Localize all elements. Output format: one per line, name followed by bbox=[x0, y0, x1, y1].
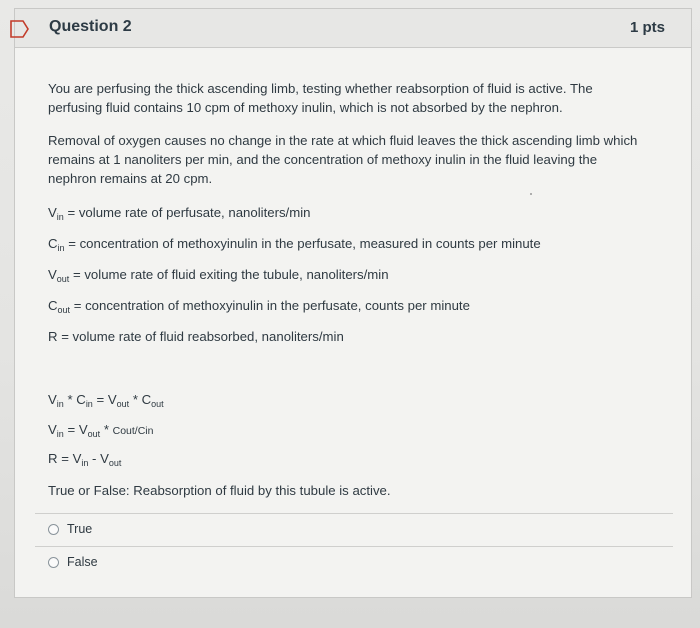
question-prompt: True or False: Reabsorption of fluid by this tubule is active. bbox=[48, 483, 391, 498]
radio-true[interactable] bbox=[48, 524, 59, 535]
answer-false-label: False bbox=[67, 555, 98, 569]
equation-1: $V_{in} * C_{in} = V_{out} * C_{out}$ bbox=[48, 392, 164, 409]
paragraph-1: You are perfusing the thick ascending limb, testing whether reabsorption of fluid is active. The perfusing fluid contains 10 cpm of methoxy inulin, which is not absorbed by the nephron. bbox=[48, 81, 593, 115]
answer-true-label: True bbox=[67, 522, 93, 536]
answer-true[interactable] bbox=[48, 522, 92, 536]
definition-cin: $C_{in}$ = concentration of methoxyinulin in the perfusate, measured in counts per minute bbox=[48, 236, 541, 253]
question-header bbox=[15, 9, 691, 48]
flag-question-icon[interactable] bbox=[9, 19, 31, 39]
paragraph-2: Removal of oxygen causes no change in the rate at which fluid leaves the thick ascending limb which remains at 1 nanoliters per min, and the concentration of methoxy inulin in the fluid leaving the nephron remains at 20 cpm. bbox=[48, 133, 638, 186]
answer-divider-top bbox=[35, 513, 673, 514]
definition-vout: $V_{out}$ = volume rate of fluid exiting the tubule, nanoliters/min bbox=[48, 267, 389, 284]
definition-vin: $V_{in}$ = volume rate of perfusate, nanoliters/min bbox=[48, 205, 311, 222]
definition-cout: $C_{out}$ = concentration of methoxyinulin in the perfusate, counts per minute bbox=[48, 298, 470, 315]
question-card bbox=[14, 8, 692, 598]
equation-3: $R = V_{in} - V_{out}$ bbox=[48, 451, 122, 468]
question-points: 1 pts bbox=[629, 19, 665, 36]
answer-divider-mid bbox=[35, 546, 673, 547]
definition-r: R = volume rate of fluid reabsorbed, nanoliters/min bbox=[48, 329, 344, 344]
equation-2: $V_{in} = V_{out}$ * Cout/Cin bbox=[48, 422, 154, 439]
stray-dot bbox=[530, 193, 532, 195]
answer-false[interactable] bbox=[48, 555, 98, 569]
question-title: Question 2 bbox=[49, 18, 132, 35]
radio-false[interactable] bbox=[48, 557, 59, 568]
